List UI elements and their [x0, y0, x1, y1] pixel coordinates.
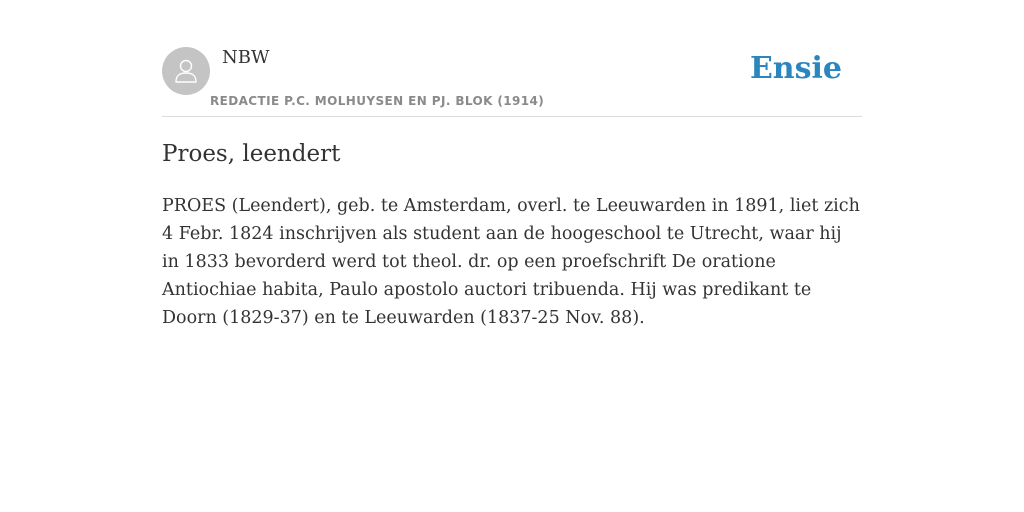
source-attribution: REDACTIE P.C. MOLHUYSEN EN PJ. BLOK (1914) — [210, 94, 545, 108]
author-name[interactable]: NBW — [222, 47, 270, 68]
article-title: Proes, leendert — [162, 141, 341, 167]
article-body: PROES (Leendert), geb. te Amsterdam, overl. te Leeuwarden in 1891, liet zich 4 Febr. 1824 inschrijven als student aan de hoogeschool te Utrecht, waar hij in 1833 bevorderd werd tot theol. dr. op een proefschrift De oratione Antiochiae habita, Paulo apostolo auctori tribuenda. Hij was predikant te Doorn (1829-37) en te Leeuwarden (1837-25 Nov. 88). — [162, 196, 860, 328]
user-icon — [171, 56, 201, 86]
avatar[interactable] — [162, 47, 210, 95]
site-logo[interactable]: Ensie — [749, 51, 842, 86]
article-header — [162, 40, 862, 117]
